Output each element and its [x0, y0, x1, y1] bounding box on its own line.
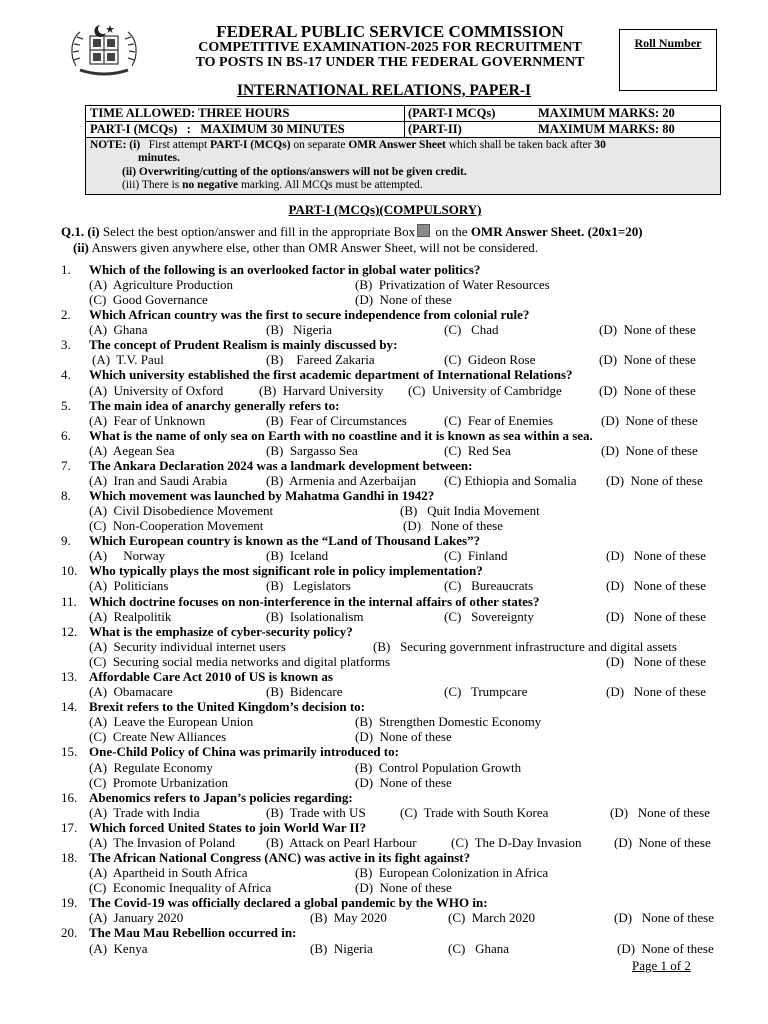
- option: (D) None of these: [355, 729, 452, 744]
- commission-name: FEDERAL PUBLIC SERVICE COMMISSION: [216, 22, 564, 41]
- question-number: 2.: [61, 307, 71, 322]
- option: (C) Red Sea: [444, 443, 511, 458]
- option: (C) Create New Alliances: [89, 729, 227, 744]
- option: (A) Realpolitik: [89, 609, 172, 624]
- question-text: The concept of Prudent Realism is mainly discussed by:: [89, 337, 398, 352]
- exam-info-table: [85, 105, 721, 195]
- question-number: 9.: [61, 533, 71, 548]
- question-number: 13.: [61, 669, 78, 684]
- question-text: Abenomics refers to Japan’s policies regarding:: [89, 790, 353, 805]
- grey-box-icon: [417, 224, 430, 237]
- part1-marks: MAXIMUM MARKS: 20: [538, 106, 675, 120]
- option: (A) Ghana: [89, 322, 148, 337]
- intro-text: Select the best option/answer and fill in the appropriate Box: [102, 224, 416, 239]
- question-number: 10.: [61, 563, 78, 578]
- question-number: 18.: [61, 850, 78, 865]
- option: (A) Norway: [89, 548, 166, 563]
- option: (B) European Colonization in Africa: [355, 865, 549, 880]
- question-text: One-Child Policy of China was primarily introduced to:: [89, 744, 399, 759]
- option: (B) Armenia and Azerbaijan: [266, 473, 417, 488]
- option: (D) None of these: [403, 518, 503, 533]
- part2-label: (PART-II): [408, 122, 462, 136]
- option: (A) Civil Disobedience Movement: [89, 503, 274, 518]
- option: (C) Economic Inequality of Africa: [89, 880, 272, 895]
- question-text: What is the name of only sea on Earth with no coastline and it is known as sea within a sea.: [89, 428, 593, 443]
- question-text: Which of the following is an overlooked factor in global water politics?: [89, 262, 481, 277]
- option: (C) Finland: [444, 548, 508, 563]
- option: (A) Security individual internet users: [89, 639, 286, 654]
- note-block: [86, 138, 720, 194]
- option: (C) Good Governance: [89, 292, 208, 307]
- option: (B) May 2020: [310, 910, 387, 925]
- option: (A) Regulate Economy: [89, 760, 213, 775]
- question-text: The Covid-19 was officially declared a global pandemic by the WHO in:: [89, 895, 488, 910]
- note-ii: (ii) Overwriting/cutting of the options/answers will not be given credit.: [122, 165, 467, 178]
- question-text: Which African country was the first to secure independence from colonial rule?: [89, 307, 530, 322]
- question-number: 5.: [61, 398, 71, 413]
- question-text: What is the emphasize of cyber-security policy?: [89, 624, 353, 639]
- question-text: Which movement was launched by Mahatma Gandhi in 1942?: [89, 488, 435, 503]
- question-number: 4.: [61, 367, 71, 382]
- part2-marks: MAXIMUM MARKS: 80: [538, 122, 675, 136]
- note-text: marking. All MCQs must be attempted.: [240, 179, 423, 192]
- option: (B) Trade with US: [266, 805, 366, 820]
- part1-label: (PART-I MCQs): [408, 106, 496, 120]
- option: (B) Control Population Growth: [355, 760, 522, 775]
- question-text: The African National Congress (ANC) was active in its fight against?: [89, 850, 471, 865]
- option: (D) None of these: [610, 805, 710, 820]
- option: (D) None of these: [601, 443, 698, 458]
- option: (D) None of these: [606, 578, 706, 593]
- question-text: Affordable Care Act 2010 of US is known as: [89, 669, 333, 684]
- option: (B) Legislators: [266, 578, 351, 593]
- option: (A) Aegean Sea: [89, 443, 175, 458]
- roll-number-box: [619, 29, 717, 91]
- option: (C) Securing social media networks and digital platforms: [89, 654, 391, 669]
- option: (B) Strengthen Domestic Economy: [355, 714, 542, 729]
- option: (C) Fear of Enemies: [444, 413, 554, 428]
- option: (A) Politicians: [89, 578, 169, 593]
- option: (B) Nigeria: [310, 941, 373, 956]
- question-number: 11.: [61, 594, 77, 609]
- option: (A) Trade with India: [89, 805, 200, 820]
- part-heading: PART-I (MCQs)(COMPULSORY): [288, 202, 482, 217]
- option: (A) Leave the European Union: [89, 714, 254, 729]
- question-number: 16.: [61, 790, 78, 805]
- question-number: 3.: [61, 337, 71, 352]
- option: (B) Bidencare: [266, 684, 343, 699]
- option: (C) University of Cambridge: [408, 383, 562, 398]
- option: (D) None of these: [355, 292, 452, 307]
- government-emblem-icon: [66, 22, 142, 80]
- question-intro: [61, 224, 741, 256]
- question-text: Who typically plays the most significant role in policy implementation?: [89, 563, 483, 578]
- info-row-1: [86, 106, 720, 122]
- note-text: (iii) There is: [122, 179, 180, 192]
- option: (C) Non-Cooperation Movement: [89, 518, 264, 533]
- option: (D) None of these: [601, 413, 698, 428]
- question-text: Which university established the first academic department of International Relations?: [89, 367, 573, 382]
- question-number: 19.: [61, 895, 78, 910]
- option: (C) Chad: [444, 322, 499, 337]
- option: (D) None of these: [599, 352, 696, 367]
- option: (B) Iceland: [266, 548, 329, 563]
- page-number: Page 1 of 2: [632, 958, 691, 973]
- omr-label: OMR Answer Sheet. (20x1=20): [470, 224, 643, 239]
- option: (D) None of these: [599, 322, 696, 337]
- option: (D) None of these: [606, 473, 703, 488]
- option: (D) None of these: [606, 684, 706, 699]
- intro-ii-text: Answers given anywhere else, other than OMR Answer Sheet, will not be considered.: [91, 240, 539, 255]
- ii-label: (ii): [73, 240, 89, 255]
- option: (D) None of these: [606, 548, 706, 563]
- option: (A) Iran and Saudi Arabia: [89, 473, 228, 488]
- option: (D) None of these: [599, 383, 696, 398]
- question-text: The Mau Mau Rebellion occurred in:: [89, 925, 297, 940]
- question-number: 7.: [61, 458, 71, 473]
- note-text: which shall be taken back after: [448, 139, 592, 151]
- option: (A) Apartheid in South Africa: [89, 865, 248, 880]
- option: (C) Trade with South Korea: [400, 805, 549, 820]
- option: (C) Sovereignty: [444, 609, 534, 624]
- question-number: 6.: [61, 428, 71, 443]
- option: (B) Nigeria: [266, 322, 333, 337]
- option: (B) Fareed Zakaria: [266, 352, 375, 367]
- question-text: Which doctrine focuses on non-interference in the internal affairs of other states?: [89, 594, 540, 609]
- option: (C) Bureaucrats: [444, 578, 534, 593]
- option: (C) Ghana: [448, 941, 510, 956]
- option: (A) T.V. Paul: [92, 352, 164, 367]
- option: (B) Privatization of Water Resources: [355, 277, 550, 292]
- note-text: First attempt: [148, 139, 208, 151]
- option: (D) None of these: [355, 880, 452, 895]
- note-bold: minutes.: [138, 152, 180, 165]
- question-number: 20.: [61, 925, 78, 940]
- question-number: 12.: [61, 624, 78, 639]
- question-number: 14.: [61, 699, 78, 714]
- option: (A) Obamacare: [89, 684, 173, 699]
- option: (B) Sargasso Sea: [266, 443, 358, 458]
- option: (B) Quit India Movement: [400, 503, 540, 518]
- note-bold: 30: [594, 139, 606, 151]
- option: (C) March 2020: [448, 910, 536, 925]
- option: (C) Promote Urbanization: [89, 775, 228, 790]
- option: (B) Attack on Pearl Harbour: [266, 835, 417, 850]
- option: (C) The D-Day Invasion: [451, 835, 582, 850]
- note-bold: no negative: [182, 179, 239, 192]
- header-titles: [150, 24, 630, 71]
- option: (C) Ethiopia and Somalia: [444, 473, 577, 488]
- option: (A) January 2020: [89, 910, 184, 925]
- question-text: The main idea of anarchy generally refers to:: [89, 398, 340, 413]
- option: (D) None of these: [355, 775, 452, 790]
- intro-text: on the: [435, 224, 468, 239]
- option: (B) Harvard University: [259, 383, 384, 398]
- option: (A) University of Oxford: [89, 383, 224, 398]
- option: (C) Trumpcare: [444, 684, 528, 699]
- option: (D) None of these: [617, 941, 714, 956]
- note-bold: PART-I (MCQs): [210, 139, 291, 151]
- option: (C) Gideon Rose: [444, 352, 536, 367]
- option: (A) Agriculture Production: [89, 277, 234, 292]
- question-number: 17.: [61, 820, 78, 835]
- option: (A) Kenya: [89, 941, 148, 956]
- question-text: Brexit refers to the United Kingdom’s decision to:: [89, 699, 365, 714]
- option: (B) Securing government infrastructure and digital assets: [373, 639, 677, 654]
- question-text: Which forced United States to join World War II?: [89, 820, 367, 835]
- paper-title: INTERNATIONAL RELATIONS, PAPER-I: [236, 82, 532, 99]
- option: (A) The Invasion of Poland: [89, 835, 235, 850]
- part1-time: PART-I (MCQs) : MAXIMUM 30 MINUTES: [90, 122, 345, 136]
- option: (D) None of these: [614, 835, 711, 850]
- recruitment-line: TO POSTS IN BS-17 UNDER THE FEDERAL GOVERNMENT: [195, 55, 585, 70]
- note-bold: OMR Answer Sheet: [348, 139, 446, 151]
- question-text: Which European country is known as the “Land of Thousand Lakes”?: [89, 533, 481, 548]
- question-number: 15.: [61, 744, 78, 759]
- q-label: Q.1. (i): [61, 224, 100, 239]
- note-prefix: NOTE: (i): [90, 139, 141, 151]
- option: (D) None of these: [614, 910, 714, 925]
- roll-number-label: Roll Number: [634, 36, 702, 50]
- question-text: The Ankara Declaration 2024 was a landmark development between:: [89, 458, 473, 473]
- option: (D) None of these: [606, 654, 706, 669]
- option: (B) Isolationalism: [266, 609, 364, 624]
- note-text: on separate: [293, 139, 346, 151]
- exam-line: COMPETITIVE EXAMINATION-2025 FOR RECRUITMENT: [198, 39, 582, 55]
- time-allowed: TIME ALLOWED: THREE HOURS: [90, 106, 290, 120]
- info-row-2: [86, 122, 720, 138]
- option: (A) Fear of Unknown: [89, 413, 206, 428]
- option: (B) Fear of Circumstances: [266, 413, 407, 428]
- option: (D) None of these: [606, 609, 706, 624]
- question-number: 1.: [61, 262, 71, 277]
- question-number: 8.: [61, 488, 71, 503]
